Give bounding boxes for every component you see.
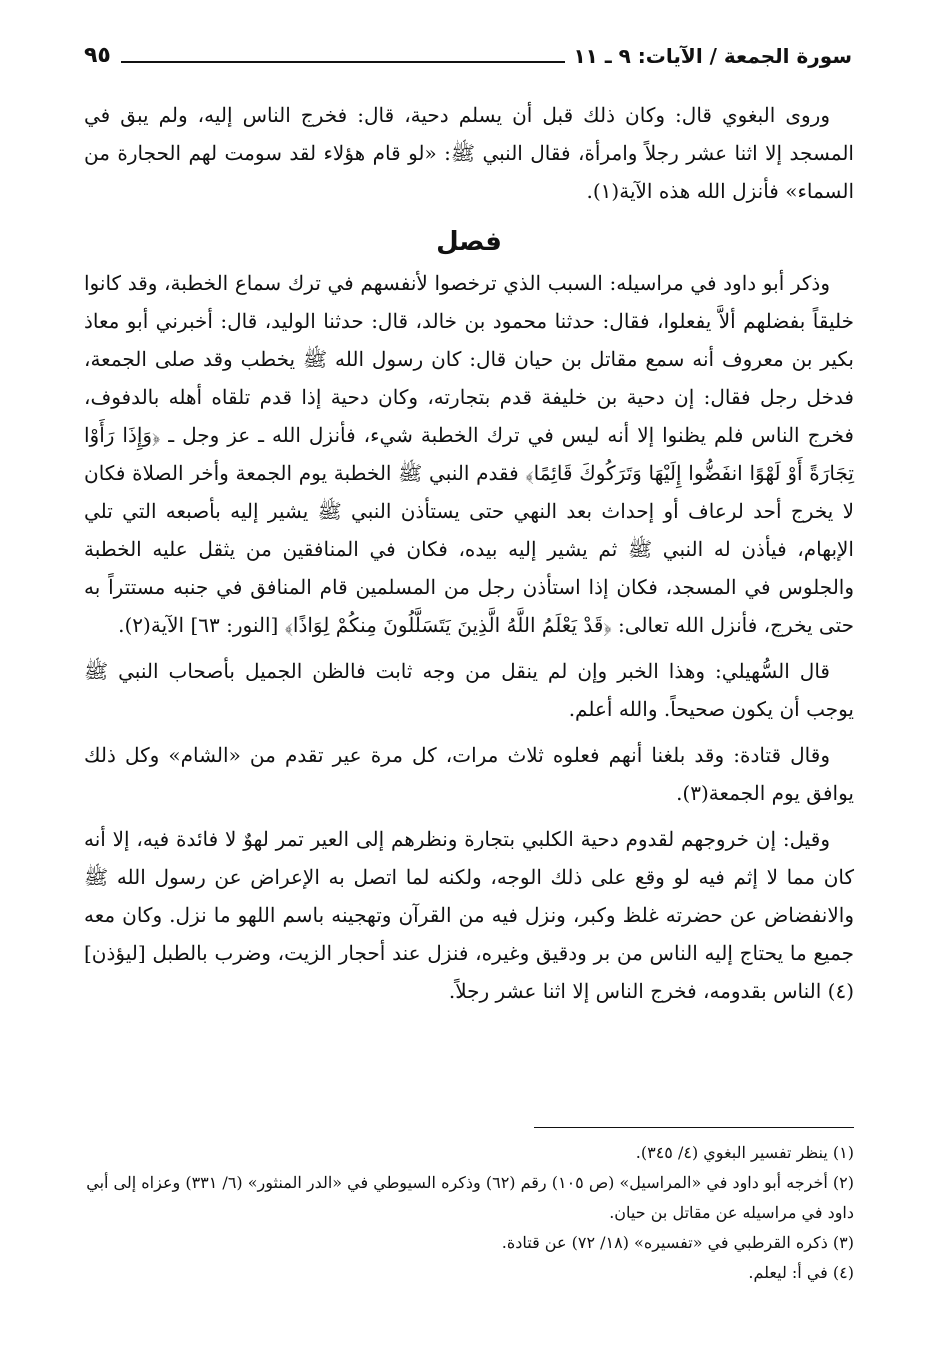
footnote-4: (٤) في أ: ليعلم. [748,1263,854,1282]
footnote-2: (٢) أخرجه أبو داود في «المراسيل» (ص ١٠٥) رقم (٦٢) وذكره السيوطي في «الدر المنثور» (٦/ ٣٣١) وعزاه إلى أبي داود في مراسيله عن مقاتل بن حيان. [86,1173,854,1222]
footnote-1: (١) ينظر تفسير البغوي (٤/ ٣٤٥). [635,1143,854,1162]
section-heading: فصل [436,227,502,257]
running-header [84,28,852,68]
paragraph-baghawi: وروى البغوي قال: وكان ذلك قبل أن يسلم دحية، قال: فخرج الناس إليه، ولم يبق في المسجد إلا اثنا عشر رجلاً وامرأة، فقال النبي ﷺ: «لو قام هؤلاء لقد سومت لهم الحجارة من السماء» فأنزل الله هذه الآية(١). [84,103,854,203]
header-rule [121,61,566,63]
footnote-3: (٣) ذكره القرطبي في «تفسيره» (١٨/ ٧٢) عن قتادة. [501,1233,854,1252]
footnote-separator [534,1127,854,1128]
surah-title: سورة الجمعة / الآيات: ٩ ـ ١١ [573,44,852,68]
paragraph-abu-dawud: وذكر أبو داود في مراسيله: السبب الذي ترخصوا لأنفسهم في ترك سماع الخطبة، وقد كانوا خليقاً بفضلهم ألاَّ يفعلوا، فقال: حدثنا محمود بن خالد، قال: حدثنا الوليد، قال: أخبرني أبو معاذ بكير بن معروف أنه سمع مقاتل بن حيان قال: كان رسول الله ﷺ يخطب وقد صلى الجمعة، فدخل رجل فقال: إن دحية بن خليفة قدم بتجارته، وكان دحية إذا قدم تلقاه أهله بالدفوف، فخرج الناس فلم يظنوا إلا أنه ليس في ترك الخطبة شيء، فأنزل الله ـ عز وجل ـ ﴿وَإِذَا رَأَوْا تِجَارَةً أَوْ لَهْوًا انفَضُّوا إِلَيْهَا وَتَرَكُوكَ قَائِمًا﴾ فقدم النبي ﷺ الخطبة يوم الجمعة وأخر الصلاة فكان لا يخرج أحد لرعاف أو إحداث بعد النهي حتى يستأذن النبي ﷺ يشير إليه بأصبعه التي تلي الإبهام، فيأذن له النبي ﷺ ثم يشير إليه بيده، فكان في المنافقين من يثقل عليه الخطبة والجلوس في المسجد، فكان إذا استأذن رجل من المسلمين قام المنافق في جنبه مستتراً به حتى يخرج، فأنزل الله تعالى: ﴿قَدْ يَعْلَمُ اللَّهُ الَّذِينَ يَتَسَلَّلُونَ مِنكُمْ لِوَاذًا﴾ [النور: ٦٣] الآية(٢). [84,271,854,637]
body-text [84,96,854,1018]
paragraph-qatada: وقال قتادة: وقد بلغنا أنهم فعلوه ثلاث مرات، كل مرة عير تقدم من «الشام» وكل ذلك يوافق يوم الجمعة(٣). [84,743,854,805]
footnotes [84,1138,854,1288]
page-number: ٩٥ [84,43,111,68]
paragraph-suhayli: قال السُّهيلي: وهذا الخبر وإن لم ينقل من وجه ثابت فالظن الجميل بأصحاب النبي ﷺ يوجب أن يكون صحيحاً. والله أعلم. [84,659,854,721]
paragraph-qil: وقيل: إن خروجهم لقدوم دحية الكلبي بتجارة ونظرهم إلى العير تمر لهوٌ لا فائدة فيه، إلا أنه كان مما لا إثم فيه لو وقع على ذلك الوجه، ولكنه لما اتصل به الإعراض عن رسول الله ﷺ والانفضاض عن حضرته غلظ وكبر، ونزل فيه من القرآن وتهجينه باسم اللهو ما نزل. وكان معه جميع ما يحتاج إليه الناس من بر ودقيق وغيره، فنزل عند أحجار الزيت، وضرب بالطبل [ليؤذن](٤) الناس بقدومه، فخرج الناس إلا اثنا عشر رجلاً. [84,827,854,1003]
